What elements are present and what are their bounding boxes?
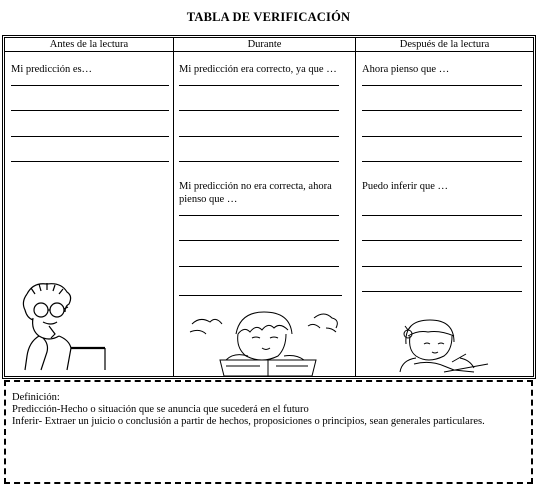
header-before: Antes de la lectura	[5, 38, 174, 52]
after-prompt-now: Ahora pienso que …	[362, 64, 450, 75]
after-prompt-infer: Puedo inferir que …	[362, 181, 449, 192]
definitions-box	[4, 380, 533, 484]
during-prompt-incorrect: Mi predicción no era correcta, ahora pienso que …	[179, 181, 332, 205]
girl-reading-illustration	[186, 304, 346, 376]
answer-line[interactable]	[179, 266, 339, 267]
answer-line[interactable]	[362, 161, 522, 162]
during-prompt-correct: Mi predicción era correcto, ya que …	[179, 64, 337, 75]
answer-line[interactable]	[11, 136, 169, 137]
verification-table	[4, 37, 534, 377]
worksheet-title: TABLA DE VERIFICACIÓN	[186, 10, 351, 24]
answer-line[interactable]	[362, 110, 522, 111]
answer-line[interactable]	[179, 215, 339, 216]
girl-writing-illustration	[384, 314, 494, 374]
answer-line[interactable]	[362, 291, 522, 292]
answer-line[interactable]	[179, 295, 342, 296]
answer-line[interactable]	[11, 161, 169, 162]
answer-line[interactable]	[179, 85, 339, 86]
answer-line[interactable]	[362, 85, 522, 86]
definitions-heading: Definición:	[12, 392, 60, 403]
answer-line[interactable]	[362, 215, 522, 216]
answer-line[interactable]	[362, 240, 522, 241]
definitions-text	[12, 392, 485, 428]
header-after: Después de la lectura	[356, 38, 534, 52]
answer-line[interactable]	[179, 136, 339, 137]
definition-prediction: Predicción-Hecho o situación que se anuncia que sucederá en el futuro	[12, 404, 309, 415]
during-cell	[174, 52, 356, 377]
answer-line[interactable]	[179, 110, 339, 111]
answer-line[interactable]	[11, 85, 169, 86]
answer-line[interactable]	[179, 161, 339, 162]
answer-line[interactable]	[11, 110, 169, 111]
before-prompt: Mi predicción es…	[11, 64, 93, 75]
answer-line[interactable]	[179, 240, 339, 241]
before-cell	[5, 52, 174, 377]
answer-line[interactable]	[362, 136, 522, 137]
definition-infer: Inferir- Extraer un juicio o conclusión a partir de hechos, proposiciones o principios, sean generales particulares.	[12, 416, 485, 427]
boy-thinking-illustration	[13, 280, 107, 372]
header-during: Durante	[174, 38, 356, 52]
after-cell	[356, 52, 534, 377]
answer-line[interactable]	[362, 266, 522, 267]
